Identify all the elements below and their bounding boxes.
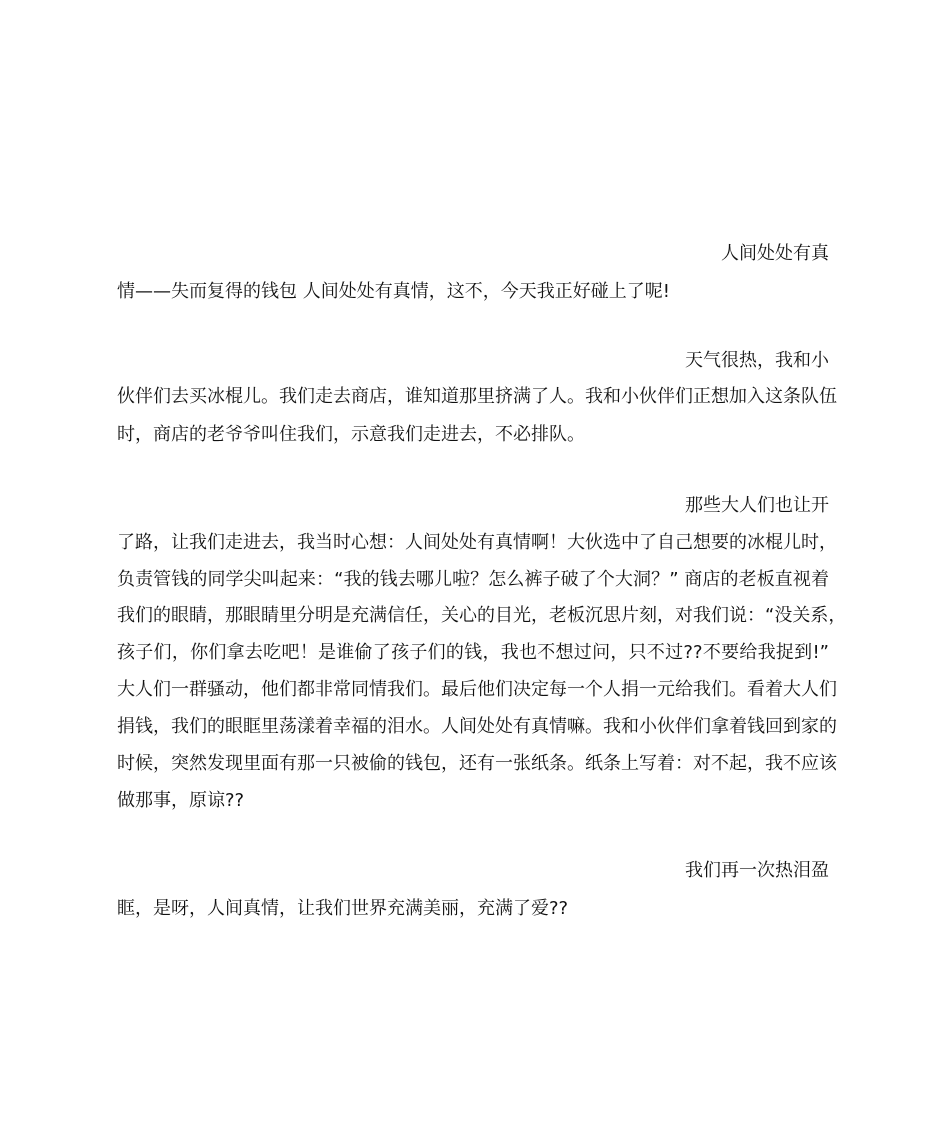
paragraph-3-line-2: 了路，让我们走进去，我当时心想：人间处处有真情啊！大伙选中了自己想要的冰棍儿时， bbox=[117, 532, 837, 553]
paragraph-3-line-9: 做那事，原谅?? bbox=[117, 790, 245, 811]
paragraph-2-line-2: 伙伴们去买冰棍儿。我们走去商店，谁知道那里挤满了人。我和小伙伴们正想加入这条队伍 bbox=[117, 386, 837, 407]
paragraph-3-line-3: 负责管钱的同学尖叫起来：“我的钱去哪儿啦？怎么裤子破了个大洞？” 商店的老板直视着 bbox=[117, 569, 829, 590]
paragraph-4-line-1: 我们再一次热泪盈 bbox=[685, 860, 829, 881]
paragraph-4-line-2: 眶，是呀，人间真情，让我们世界充满美丽，充满了爱?? bbox=[117, 898, 569, 919]
paragraph-3-line-7: 捐钱，我们的眼眶里荡漾着幸福的泪水。人间处处有真情嘛。我和小伙伴们拿着钱回到家的 bbox=[117, 716, 837, 737]
paragraph-3-line-6: 大人们一群骚动，他们都非常同情我们。最后他们决定每一个人捐一元给我们。看着大人们 bbox=[117, 679, 837, 700]
paragraph-3-line-4: 我们的眼睛，那眼睛里分明是充满信任，关心的目光，老板沉思片刻，对我们说：“没关系， bbox=[117, 605, 847, 626]
paragraph-1-line-1: 人间处处有真 bbox=[721, 243, 829, 264]
paragraph-3-line-1: 那些大人们也让开 bbox=[685, 495, 829, 516]
paragraph-3-line-5: 孩子们，你们拿去吃吧！是谁偷了孩子们的钱，我也不想过问，只不过??不要给我捉到!” bbox=[117, 642, 829, 663]
paragraph-3-line-8: 时候，突然发现里面有那一只被偷的钱包，还有一张纸条。纸条上写着：对不起，我不应该 bbox=[117, 753, 837, 774]
paragraph-2-line-3: 时，商店的老爷爷叫住我们，示意我们走进去，不必排队。 bbox=[117, 424, 585, 445]
paragraph-1-line-2: 情——失而复得的钱包 人间处处有真情，这不，今天我正好碰上了呢! bbox=[117, 281, 670, 302]
paragraph-2-line-1: 天气很热，我和小 bbox=[685, 350, 829, 371]
